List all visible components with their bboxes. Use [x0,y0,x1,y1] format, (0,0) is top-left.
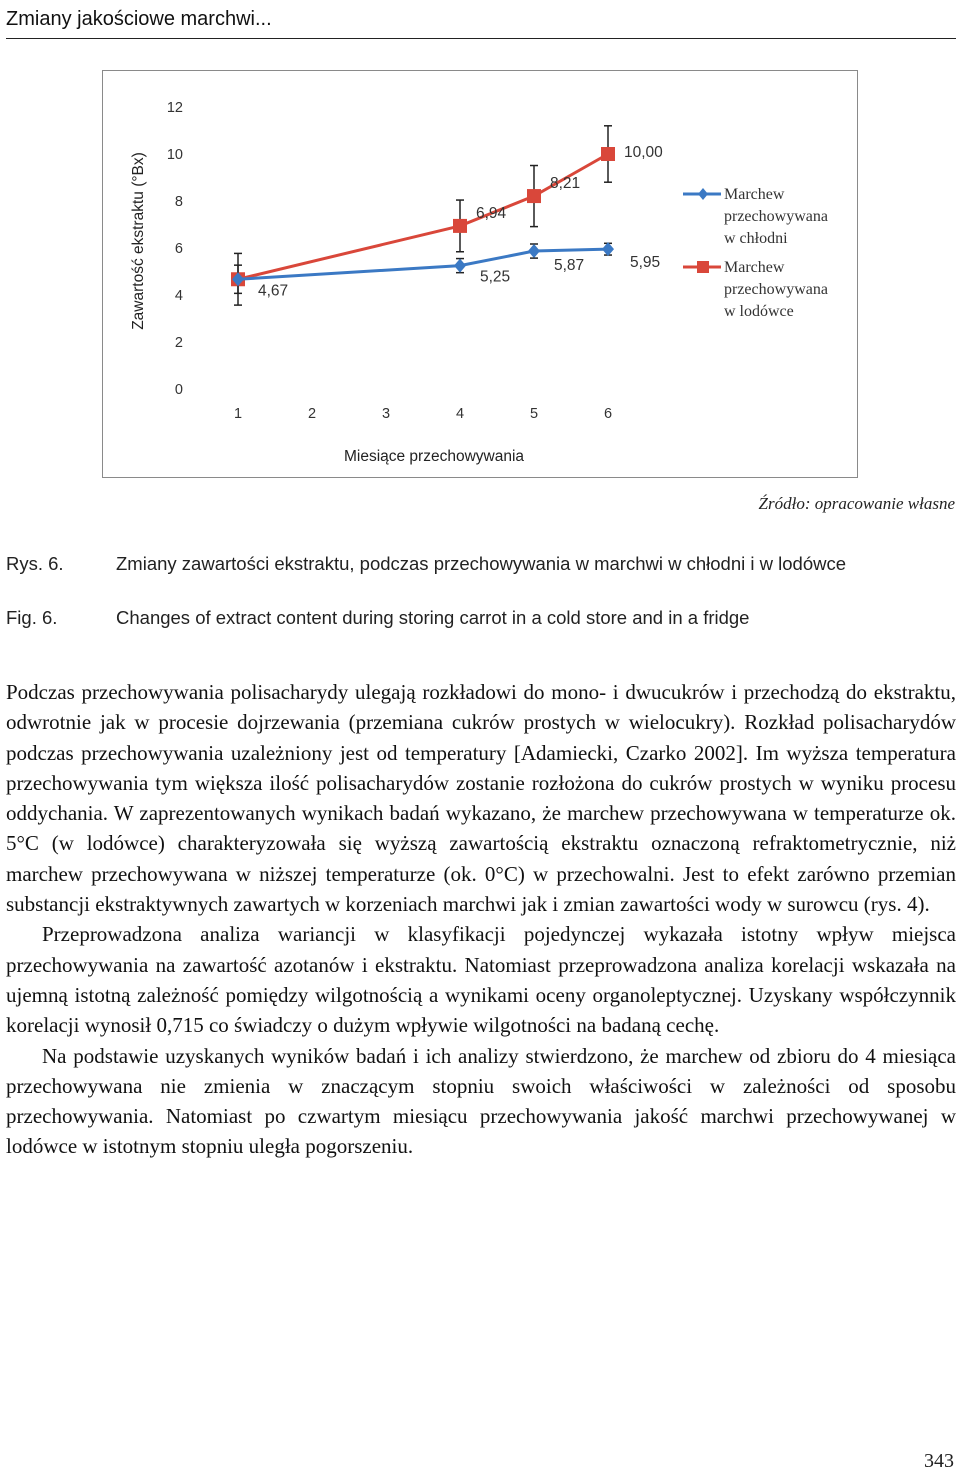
y-tick-label: 6 [174,241,183,257]
paragraph-2: Przeprowadzona analiza wariancji w klasyfikacji pojedynczej wykazała istotny wpływ miejsca przechowywania na zawartość azotanów i ekstraktu. Natomiast przeprowadzona analiza korelacji wskazała na ujemną istotną zależność pomiędzy wilgotnością a wynikami oceny organoleptycznej. Uzyskany współczynnik korelacji wynosił 0,715 co świadczy o dużym wpływie wilgotności na badaną cechę. [6,922,956,1038]
legend-label: Marchew [724,186,785,203]
y-tick-label: 2 [174,335,183,351]
series-2 [231,126,663,305]
data-point-diamond [454,259,466,273]
caption-label-pl: Rys. 6. [6,553,64,574]
x-tick-label: 2 [307,406,317,422]
data-point-diamond [528,244,540,258]
figure-chart [102,70,858,478]
data-label: 8,21 [550,175,581,193]
x-tick-label: 5 [529,406,539,422]
legend-label: w lodówce [724,303,794,320]
source-note: Źródło: opracowanie własne [758,494,955,513]
caption-label-en: Fig. 6. [6,607,58,628]
page-number: 343 [924,1450,954,1472]
series-1 [232,242,660,293]
x-tick-label: 4 [455,406,465,422]
y-tick-label: 4 [174,288,183,304]
paragraph-1: Podczas przechowywania polisacharydy ulegają rozkładowi do mono- i dwucukrów i przechodzą do ekstraktu, odwrotnie jak w procesie dojrzewania (przemiana cukrów prostych w wielocukry). Rozkład polisacharydów podczas przechowywania uzależniony jest od temperatury [Adamiecki, Czarko 2002]. Im wyższa temperatura przechowywania tym większa ilość polisacharydów zostanie rozłożona do cukrów prostych w wyniku procesu oddychania. W zaprezentowanych wynikach badań wykazano, że marchew przechowywana w temperaturze ok. 5°C (w lodówce) charakteryzowała się wyższą zawartością ekstraktu oznaczoną refraktometrycznie, niż marchew przechowywana w niższej temperaturze (ok. 0°C) w przechowalni. Jest to efekt zarówno przemian substancji ekstraktywnych zawartych w korzeniach marchwi jak i zmian zawartości wody w surowcu (rys. 4). [6,680,956,917]
data-label: 6,94 [476,204,507,222]
y-tick-label: 8 [174,194,183,210]
data-label: 4,67 [258,282,289,300]
paragraph-3: Na podstawie uzyskanych wyników badań i ich analizy stwierdzono, że marchew od zbioru do 4 miesiąca przechowywana nie zmienia w znaczącym stopniu swoich właściwości w zależności od sposobu przechowywania. Natomiast po czwartym miesiącu przechowywania jakość marchwi przechowywanej w lodówce w istotnym stopniu uległa pogorszeniu. [6,1043,956,1159]
line-chart [103,71,859,479]
legend-swatch [697,261,709,273]
y-tick-label: 0 [174,382,183,398]
data-point-diamond [602,242,614,256]
caption-text-en: Changes of extract content during storing carrot in a cold store and in a fridge [116,607,750,628]
x-tick-label: 3 [381,406,391,422]
legend-label: przechowywana [724,208,828,225]
data-label: 5,25 [480,268,511,286]
running-head: Zmiany jakościowe marchwi... [6,4,956,39]
legend-item-2 [683,259,828,320]
y-axis-label: Zawartość ekstraktu (°Bx) [130,152,147,330]
x-tick-label: 6 [603,406,613,422]
data-label: 5,95 [630,254,661,272]
x-axis-label: Miesiące przechowywania [343,448,525,465]
legend-item-1 [683,186,828,247]
body-text [6,677,956,1162]
y-tick-label: 12 [166,100,183,116]
legend-label: przechowywana [724,281,828,298]
data-point-square [453,219,467,233]
data-point-square [527,189,541,203]
legend-label: Marchew [724,259,785,276]
y-tick-label: 10 [166,147,183,163]
legend-swatch [698,188,708,200]
legend-label: w chłodni [724,230,788,247]
series-line [238,154,608,279]
caption-text-pl: Zmiany zawartości ekstraktu, podczas przechowywania w marchwi w chłodni i w lodówce [116,553,847,574]
data-label: 10,00 [624,144,663,161]
series-line [238,249,608,279]
data-label: 5,87 [554,257,585,275]
data-point-square [601,147,615,161]
x-tick-label: 1 [233,406,243,422]
